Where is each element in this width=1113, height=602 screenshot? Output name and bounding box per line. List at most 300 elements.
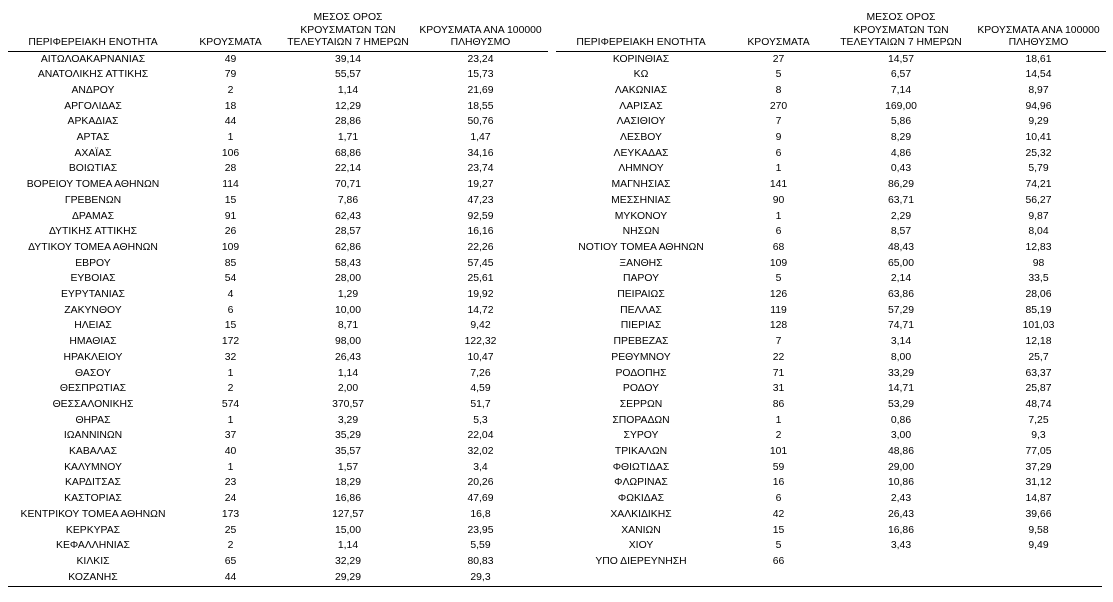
table-row [556,491,1106,507]
table-row [8,334,548,350]
cases-per-100k-cell: 14,72 [467,304,494,316]
region-cell: ΚΙΛΚΙΣ [76,556,110,567]
seven-day-average-cell: 14,57 [887,53,914,65]
cases-cell: 44 [224,116,237,128]
cases-cell: 1 [227,132,234,144]
region-cell: ΦΩΚΙΔΑΣ [617,493,665,505]
cases-per-100k-cell: 12,83 [1025,241,1052,253]
table-row [8,366,548,382]
header-row [556,4,1106,51]
seven-day-average-cell: 18,29 [334,477,361,489]
seven-day-average-cell: 3,14 [890,336,912,348]
region-cell: ΜΥΚΟΝΟΥ [614,210,668,222]
region-cell: ΝΗΣΩΝ [622,226,660,238]
cases-per-100k-cell: 22,04 [467,430,494,442]
table-row [8,67,548,83]
cases-per-100k-cell: 74,21 [1025,179,1052,191]
table-row [8,256,548,272]
seven-day-average-cell: 6,57 [890,69,912,81]
cases-cell: 2 [227,383,234,395]
region-cell: ΣΕΡΡΩΝ [619,398,663,410]
cases-header: ΚΡΟΥΣΜΑΤΑ [726,4,831,51]
cases-cell: 18 [224,100,237,112]
cases-per-100k-cell: 12,18 [1025,336,1052,348]
region-cell: ΤΡΙΚΑΛΩΝ [614,446,668,458]
cases-cell: 128 [769,320,788,332]
region-cell: ΚΕΡΚΥΡΑΣ [65,524,121,536]
seven-day-average-cell: 29,00 [887,461,914,473]
seven-day-average-cell: 3,43 [890,540,912,552]
cases-per-100k-cell: 3,4 [473,461,488,473]
cases-cell: 15 [224,194,237,206]
cases-cell: 2 [227,84,234,96]
seven-day-average-cell: 12,29 [334,100,361,112]
cases-cell: 6 [227,304,234,316]
cases-per-100k-cell: 1,47 [470,132,491,144]
cases-per-100k-cell: 14,54 [1025,69,1052,81]
cases-per-100k-cell: 122,32 [464,336,497,348]
seven-day-average-cell: 68,86 [334,147,361,159]
region-cell: ΝΟΤΙΟΥ ΤΟΜΕΑ ΑΘΗΝΩΝ [578,241,704,253]
cases-cell: 16 [772,477,785,489]
cases-cell: 44 [224,571,237,583]
cases-per-100k-cell: 34,16 [467,147,494,159]
table-row [556,99,1106,115]
region-cell: ΑΧΑΪΑΣ [74,147,112,159]
table-row [556,67,1106,83]
region-cell: ΗΛΕΙΑΣ [74,320,112,332]
cases-per-100k-cell: 48,74 [1025,398,1052,410]
cases-per-100k-cell: 80,83 [467,556,494,567]
region-cell: ΘΑΣΟΥ [75,367,111,379]
table-row [8,193,548,209]
table-row [556,240,1106,256]
cases-per-100k-cell: 94,96 [1025,100,1052,112]
cases-per-100k-cell: 37,29 [1025,461,1052,473]
region-cell: ΛΕΥΚΑΔΑΣ [613,147,669,159]
region-cell: ΠΑΡΟΥ [622,273,660,285]
seven-day-average-cell: 1,29 [337,289,359,301]
table-row [8,538,548,554]
table-row [8,350,548,366]
cases-per-100k-cell: 28,06 [1025,289,1052,301]
cases-cell: 90 [772,194,785,206]
table-row [8,381,548,397]
cases-cell: 32 [224,351,237,363]
region-cell: ΑΡΓΟΛΙΔΑΣ [64,100,122,112]
cases-cell: 27 [772,53,785,65]
cases-per-100k-cell: 20,26 [467,477,494,489]
seven-day-average-cell: 1,71 [337,132,359,144]
seven-day-average-cell: 16,86 [334,493,361,505]
seven-day-average-cell: 2,29 [890,210,912,222]
cases-per-100k-cell: 33,5 [1028,273,1049,285]
region-cell: ΕΥΡΥΤΑΝΙΑΣ [61,289,125,301]
seven-day-average-cell: 32,29 [334,556,361,567]
seven-day-average-cell: 62,43 [334,210,361,222]
cases-cell: 65 [224,556,237,567]
region-cell: ΧΑΛΚΙΔΙΚΗΣ [610,508,672,520]
seven-day-average-cell: 1,14 [337,84,359,96]
cases-cell: 7 [775,336,782,348]
region-cell: ΡΟΔΟΠΗΣ [615,367,667,379]
region-cell: ΑΝΔΡΟΥ [71,84,115,96]
table-row [8,240,548,256]
cases-cell: 24 [224,493,237,505]
cases-per-100k-cell: 63,37 [1025,367,1052,379]
region-cell: ΛΑΣΙΘΙΟΥ [616,116,666,128]
cases-table-left [8,4,548,585]
seven-day-average-cell: 5,86 [890,116,912,128]
region-cell: ΗΜΑΘΙΑΣ [69,336,117,348]
region-cell: ΘΕΣΣΑΛΟΝΙΚΗΣ [52,398,134,410]
cases-cell: 25 [224,524,237,536]
region-header: ΠΕΡΙΦΕΡΕΙΑΚΗ ΕΝΟΤΗΤΑ [8,4,178,51]
seven-day-average-cell: 127,57 [332,508,364,520]
cases-cell: 91 [224,210,237,222]
seven-day-average-cell: 2,43 [890,493,912,505]
region-cell: ΜΑΓΝΗΣΙΑΣ [611,179,671,191]
cases-cell: 22 [772,351,785,363]
region-cell: ΛΑΚΩΝΙΑΣ [614,84,668,96]
cases-per-100k-cell: 18,55 [467,100,494,112]
table-row [8,460,548,476]
cases-cell: 1 [775,414,782,426]
region-cell: ΕΒΡΟΥ [75,257,111,269]
region-cell: ΛΕΣΒΟΥ [620,132,662,144]
cases-per-100k-cell: 23,95 [467,524,494,536]
table-row [556,161,1106,177]
cases-cell: 9 [775,132,782,144]
cases-per-100k-cell: 18,61 [1025,53,1052,65]
table-row [8,224,548,240]
cases-cell: 2 [775,430,782,442]
cases-per-100k-cell: 8,04 [1028,226,1049,238]
cases-cell: 37 [224,430,237,442]
cases-per-100k-cell: 77,05 [1025,446,1052,458]
table-row [556,507,1106,523]
seven-day-average-cell: 58,43 [334,257,361,269]
cases-per-100k-cell: 9,29 [1028,116,1049,128]
table-body-left [8,51,548,585]
cases-per-100k-header: ΚΡΟΥΣΜΑΤΑ ΑΝΑ 100000 ΠΛΗΘΥΣΜΟ [413,4,548,51]
table-row [556,475,1106,491]
cases-cell: 1 [227,414,234,426]
table-row [8,523,548,539]
seven-day-average-cell: 63,71 [887,194,914,206]
table-row [8,491,548,507]
region-cell: ΞΑΝΘΗΣ [619,257,663,269]
cases-per-100k-cell: 31,12 [1025,477,1052,489]
table-row [8,130,548,146]
region-cell: ΔΡΑΜΑΣ [71,210,115,222]
seven-day-average-cell: 2,00 [337,383,359,395]
region-cell: ΦΛΩΡΙΝΑΣ [614,477,668,489]
seven-day-average-cell: 86,29 [887,179,914,191]
table-row [556,397,1106,413]
table-row [556,114,1106,130]
cases-per-100k-cell: 51,7 [470,398,491,410]
cases-cell: 6 [775,147,782,159]
seven-day-average-cell: 8,57 [890,226,912,238]
cases-cell: 8 [775,84,782,96]
seven-day-average-cell: 10,86 [887,477,914,489]
table-row [8,444,548,460]
cases-per-100k-cell: 25,87 [1025,383,1052,395]
cases-cell: 31 [772,383,785,395]
region-cell: ΚΑΡΔΙΤΣΑΣ [65,477,121,489]
region-cell: ΕΥΒΟΙΑΣ [70,273,116,285]
seven-day-average-cell: 10,00 [334,304,361,316]
region-cell: ΠΕΛΛΑΣ [620,304,662,316]
region-cell: ΙΩΑΝΝΙΝΩΝ [63,430,123,442]
region-cell: ΔΥΤΙΚΗΣ ΑΤΤΙΚΗΣ [48,226,138,238]
cases-per-100k-cell: 4,59 [470,383,491,395]
table-row [8,570,548,586]
seven-day-average-header: ΜΕΣΟΣ ΟΡΟΣ ΚΡΟΥΣΜΑΤΩΝ ΤΩΝ ΤΕΛΕΥΤΑΙΩΝ 7 ΗΜΕΡΩΝ [831,4,971,51]
cases-per-100k-cell: 47,23 [467,194,494,206]
cases-per-100k-cell: 22,26 [467,241,494,253]
seven-day-average-cell: 26,43 [334,351,361,363]
seven-day-average-cell: 16,86 [887,524,914,536]
seven-day-average-header: ΜΕΣΟΣ ΟΡΟΣ ΚΡΟΥΣΜΑΤΩΝ ΤΩΝ ΤΕΛΕΥΤΑΙΩΝ 7 ΗΜΕΡΩΝ [283,4,413,51]
seven-day-average-cell: 2,14 [890,273,912,285]
seven-day-average-cell: 35,29 [334,430,361,442]
cases-cell: 1 [775,210,782,222]
region-cell: ΘΕΣΠΡΩΤΙΑΣ [59,383,127,395]
seven-day-average-cell: 0,43 [890,163,912,175]
region-cell: ΣΠΟΡΑΔΩΝ [612,414,670,426]
cases-per-100k-cell: 25,32 [1025,147,1052,159]
seven-day-average-cell: 370,57 [332,398,364,410]
bottom-rule [8,586,1102,587]
table-row [556,287,1106,303]
cases-per-100k-cell: 47,69 [467,493,494,505]
cases-cell: 28 [224,163,237,175]
region-cell: ΚΕΦΑΛΛΗΝΙΑΣ [56,540,130,552]
cases-per-100k-cell: 50,76 [467,116,494,128]
table-row [556,177,1106,193]
cases-per-100k-cell: 5,79 [1028,163,1049,175]
seven-day-average-cell: 7,14 [890,84,912,96]
region-cell: ΔΥΤΙΚΟΥ ΤΟΜΕΑ ΑΘΗΝΩΝ [28,241,158,253]
cases-cell: 101 [769,446,788,458]
cases-per-100k-cell [971,554,1106,570]
cases-per-100k-cell: 19,92 [467,289,494,301]
seven-day-average-cell: 48,43 [887,241,914,253]
region-cell: ΧΑΝΙΩΝ [621,524,661,536]
cases-cell: 172 [221,336,240,348]
region-cell: ΚΕΝΤΡΙΚΟΥ ΤΟΜΕΑ ΑΘΗΝΩΝ [20,508,166,520]
table-row [8,507,548,523]
cases-cell: 6 [775,493,782,505]
seven-day-average-cell: 1,14 [337,367,359,379]
seven-day-average-cell: 39,14 [334,53,361,65]
seven-day-average-cell: 63,86 [887,289,914,301]
table-row [8,554,548,570]
region-cell: ΠΕΙΡΑΙΩΣ [617,289,665,301]
cases-per-100k-cell: 19,27 [467,179,494,191]
seven-day-average-cell: 8,71 [337,320,359,332]
seven-day-average-cell: 48,86 [887,446,914,458]
cases-per-100k-cell: 10,47 [467,351,494,363]
cases-per-100k-cell: 5,3 [473,414,488,426]
cases-cell: 1 [227,367,234,379]
cases-cell: 109 [769,257,788,269]
region-cell: ΒΟΙΩΤΙΑΣ [68,163,118,175]
region-cell: ΚΟΖΑΝΗΣ [68,571,118,583]
cases-cell: 126 [769,289,788,301]
cases-cell: 141 [769,179,788,191]
table-row [556,146,1106,162]
cases-per-100k-cell: 25,61 [467,273,494,285]
table-row [8,114,548,130]
cases-cell: 15 [772,524,785,536]
seven-day-average-cell: 7,86 [337,194,359,206]
cases-per-100k-cell: 9,49 [1028,540,1049,552]
cases-cell: 109 [221,241,240,253]
seven-day-average-cell: 65,00 [887,257,914,269]
region-cell: ΚΟΡΙΝΘΙΑΣ [612,53,670,65]
seven-day-average-cell: 62,86 [334,241,361,253]
region-cell: ΦΘΙΩΤΙΔΑΣ [612,461,670,473]
region-cell: ΡΟΔΟΥ [622,383,660,395]
table-row [8,318,548,334]
seven-day-average-cell: 1,57 [337,461,359,473]
seven-day-average-cell: 98,00 [334,336,361,348]
cases-per-100k-cell: 9,42 [470,320,491,332]
table-row [556,444,1106,460]
region-cell: ΑΡΚΑΔΙΑΣ [67,116,119,128]
seven-day-average-cell: 57,29 [887,304,914,316]
table-row [8,397,548,413]
table-row [8,287,548,303]
cases-table-right [556,4,1106,570]
table-row [556,381,1106,397]
table-row [8,51,548,67]
region-cell: ΛΑΡΙΣΑΣ [619,100,663,112]
seven-day-average-cell: 8,29 [890,132,912,144]
table-row [8,146,548,162]
cases-cell: 54 [224,273,237,285]
table-row [556,224,1106,240]
cases-per-100k-cell: 29,3 [470,571,491,583]
seven-day-average-cell: 169,00 [885,100,917,112]
cases-per-100k-cell: 101,03 [1022,320,1055,332]
cases-cell: 5 [775,273,782,285]
table-row [556,130,1106,146]
cases-per-100k-cell: 85,19 [1025,304,1052,316]
seven-day-average-cell: 8,00 [890,351,912,363]
cases-cell: 574 [221,398,240,410]
region-cell: ΖΑΚΥΝΘΟΥ [64,304,122,316]
region-cell: ΡΕΘΥΜΝΟΥ [611,351,671,363]
seven-day-average-cell: 70,71 [334,179,361,191]
cases-cell: 40 [224,446,237,458]
table-row [556,413,1106,429]
cases-cell: 1 [775,163,782,175]
table-row [556,83,1106,99]
cases-per-100k-cell: 92,59 [467,210,494,222]
seven-day-average-cell: 15,00 [334,524,361,536]
region-cell: ΚΑΛΥΜΝΟΥ [64,461,122,473]
table-row [556,303,1106,319]
cases-per-100k-cell: 15,73 [467,69,494,81]
cases-per-100k-cell: 32,02 [467,446,494,458]
cases-cell: 1 [227,461,234,473]
table-row [8,161,548,177]
cases-per-100k-cell: 7,25 [1028,414,1049,426]
table-row [8,271,548,287]
cases-cell: 15 [224,320,237,332]
region-cell: ΧΙΟΥ [628,540,654,552]
table-row [556,318,1106,334]
region-cell: ΣΥΡΟΥ [623,430,659,442]
cases-cell: 119 [770,304,787,316]
cases-per-100k-cell: 39,66 [1025,508,1052,520]
cases-cell: 173 [221,508,240,520]
cases-cell: 114 [222,179,239,191]
region-cell: ΚΑΣΤΟΡΙΑΣ [64,493,122,505]
cases-per-100k-cell: 16,8 [470,508,491,520]
table-row [556,334,1106,350]
region-cell: ΚΩ [633,69,649,81]
seven-day-average-cell: 28,57 [334,226,361,238]
seven-day-average-cell: 4,86 [890,147,912,159]
cases-per-100k-cell: 5,59 [470,540,491,552]
table-row [556,538,1106,554]
region-cell: ΒΟΡΕΙΟΥ ΤΟΜΕΑ ΑΘΗΝΩΝ [26,179,160,191]
table-row [556,256,1106,272]
table-row [556,193,1106,209]
cases-cell: 106 [221,147,240,159]
cases-cell: 26 [224,226,237,238]
table-row [8,177,548,193]
table-row [8,303,548,319]
cases-per-100k-cell: 14,87 [1025,493,1052,505]
cases-cell: 66 [772,556,785,567]
cases-cell: 42 [772,508,785,520]
region-cell: ΑΝΑΤΟΛΙΚΗΣ ΑΤΤΙΚΗΣ [37,69,149,81]
seven-day-average-cell: 0,86 [890,414,912,426]
header-row [8,4,548,51]
table-row [556,271,1106,287]
cases-per-100k-cell: 21,69 [467,84,494,96]
seven-day-average-cell: 53,29 [887,398,914,410]
table-row [556,366,1106,382]
cases-per-100k-cell: 16,16 [467,226,494,238]
cases-per-100k-cell: 9,58 [1028,524,1049,536]
region-cell: ΑΡΤΑΣ [76,132,110,144]
cases-cell: 79 [224,69,237,81]
table-body-right [556,51,1106,570]
cases-per-100k-cell: 10,41 [1025,132,1052,144]
cases-cell: 6 [775,226,782,238]
region-cell: ΠΡΕΒΕΖΑΣ [613,336,669,348]
seven-day-average-cell: 3,00 [890,430,912,442]
cases-per-100k-cell: 7,26 [470,367,491,379]
region-cell: ΠΙΕΡΙΑΣ [620,320,662,332]
cases-cell: 4 [227,289,234,301]
cases-per-100k-cell: 25,7 [1028,351,1049,363]
table-row [556,209,1106,225]
cases-per-100k-cell: 8,97 [1028,84,1049,96]
region-cell: ΛΗΜΝΟΥ [618,163,664,175]
table-row [8,428,548,444]
table-row [556,428,1106,444]
region-cell: ΚΑΒΑΛΑΣ [68,446,118,458]
seven-day-average-cell [831,554,971,570]
